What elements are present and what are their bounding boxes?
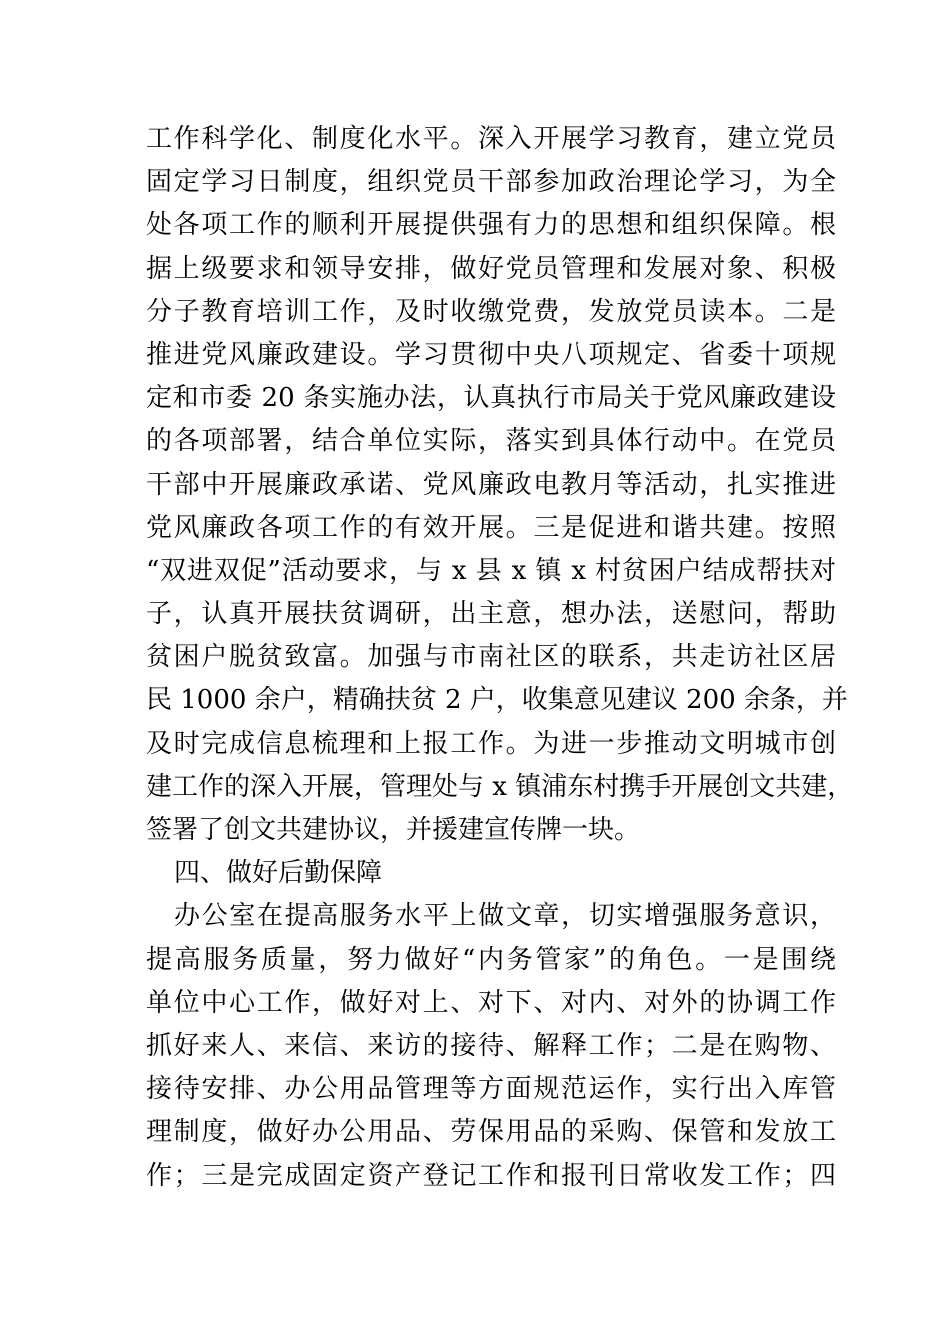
text-line: 作；三是完成固定资产登记工作和报刊日常收发工作；四 — [146, 1160, 836, 1191]
text-line: 固定学习日制度，组织党员干部参加政治理论学习，为全 — [146, 167, 836, 198]
text-line: 工作科学化、制度化水平。深入开展学习教育，建立党员 — [146, 124, 836, 154]
section-heading: 四、做好后勤保障 — [174, 858, 383, 889]
text-line: 干部中开展廉政承诺、党风廉政电教月等活动，扎实推进 — [146, 469, 836, 500]
text-line: 子，认真开展扶贫调研，出主意，想办法，送慰问，帮助 — [146, 599, 836, 630]
document-body — [146, 118, 854, 1198]
text-line: 民 1000 余户，精确扶贫 2 户，收集意见建议 200 余条，并 — [146, 685, 848, 716]
text-line: 建工作的深入开展，管理处与 x 镇浦东村携手开展创文共建， — [146, 771, 854, 802]
text-line: 党风廉政各项工作的有效开展。三是促进和谐共建。按照 — [146, 512, 836, 543]
text-line: 单位中心工作，做好对上、对下、对内、对外的协调工作 — [146, 987, 836, 1018]
text-line: 理制度，做好办公用品、劳保用品的采购、保管和发放工 — [146, 1117, 836, 1148]
text-line: 贫困户脱贫致富。加强与市南社区的联系，共走访社区居 — [146, 642, 836, 673]
text-line: 提高服务质量，努力做好“内务管家”的角色。一是围绕 — [146, 944, 836, 975]
text-line: 分子教育培训工作，及时收缴党费，发放党员读本。二是 — [146, 296, 836, 327]
text-line: 签署了创文共建协议，并援建宣传牌一块。 — [146, 815, 641, 845]
text-line: 定和市委 20 条实施办法，认真执行市局关于党风廉政建设 — [146, 383, 836, 414]
text-line: 推进党风廉政建设。学习贯彻中央八项规定、省委十项规 — [146, 339, 836, 370]
text-line: 处各项工作的顺利开展提供强有力的思想和组织保障。根 — [146, 210, 836, 241]
text-line: “双进双促”活动要求，与 x 县 x 镇 x 村贫困户结成帮扶对 — [146, 555, 836, 586]
text-line: 的各项部署，结合单位实际，落实到具体行动中。在党员 — [146, 426, 836, 457]
text-line: 办公室在提高服务水平上做文章，切实增强服务意识， — [174, 901, 836, 932]
text-line: 接待安排、办公用品管理等方面规范运作，实行出入库管 — [146, 1074, 836, 1105]
text-line: 及时完成信息梳理和上报工作。为进一步推动文明城市创 — [146, 728, 836, 759]
text-line: 抓好来人、来信、来访的接待、解释工作；二是在购物、 — [146, 1030, 836, 1061]
text-line: 据上级要求和领导安排，做好党员管理和发展对象、积极 — [146, 253, 836, 284]
